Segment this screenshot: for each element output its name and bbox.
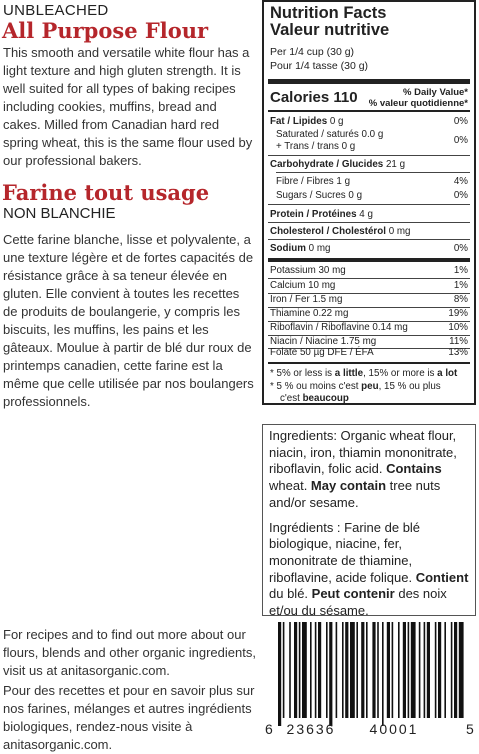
nutrient-row-sodium bbox=[270, 243, 468, 255]
barcode-group-2: 40001 bbox=[369, 721, 419, 737]
footnote-fr-text: , 15 % ou plus bbox=[378, 381, 441, 392]
thick-divider bbox=[268, 79, 470, 84]
carb-label: Carbohydrate / Glucides bbox=[270, 159, 384, 170]
description-en: This smooth and versatile white flour has a light texture and high gluten strength. It is well suited for all types of baking recipes including cookies, muffins, bread and cakes. Milled from Canadian hard red spring wheat, this is the same flour used by our professional bakers. bbox=[3, 45, 253, 168]
sodium-amount: 0 mg bbox=[308, 243, 331, 254]
micro-label: Iron / Fer 1.5 mg bbox=[270, 294, 343, 305]
barcode-bar bbox=[283, 622, 285, 718]
allergen-contains-fr: Contient bbox=[415, 569, 469, 585]
allergen-may-contain-en: May contain bbox=[310, 478, 387, 494]
micro-pct: 13% bbox=[448, 347, 468, 358]
barcode-bar bbox=[419, 622, 421, 718]
trans-label: + Trans / trans 0 g bbox=[276, 141, 356, 152]
fat-amount: 0 g bbox=[329, 116, 344, 127]
barcode-bar bbox=[411, 622, 416, 718]
micro-row bbox=[270, 347, 468, 359]
allergen-contains-en: Contains bbox=[386, 461, 442, 477]
footnote-en-bold: a lot bbox=[437, 368, 458, 379]
divider bbox=[268, 155, 470, 156]
micro-pct: 8% bbox=[453, 294, 468, 305]
micro-label: Potassium 30 mg bbox=[270, 265, 346, 276]
micro-pct: 10% bbox=[448, 322, 468, 333]
carb-amount: 21 g bbox=[385, 159, 406, 170]
barcode-bar bbox=[403, 622, 406, 718]
description-fr: Cette farine blanche, lisse et polyvalente, a une texture légère et de fortes capacités de résistance grâce à sa teneur élevée en gluten. Elle convient à toutes les recettes de produits de boulangerie, y compris les biscuits, les muffins, les pains et les gâteaux. Moulue à partir de blé dur roux de printemps canadien, cette farine est la même que celle utilisée par nos boulangers professionnels. bbox=[3, 232, 254, 409]
barcode-digit-left: 6 bbox=[265, 721, 273, 737]
ingredients-fr bbox=[269, 520, 469, 620]
ingredients-en-text: Organic wheat flour, niacin, iron, thiamin mononitrate, riboflavin, folic acid. bbox=[269, 428, 457, 477]
micro-row bbox=[270, 322, 468, 334]
nutrient-row-saturated bbox=[276, 129, 468, 153]
micro-label: Calcium 10 mg bbox=[270, 280, 336, 291]
micro-row bbox=[270, 294, 468, 306]
barcode-bar bbox=[361, 622, 364, 718]
nutrient-row-cholesterol bbox=[270, 226, 468, 238]
serving-size bbox=[270, 45, 368, 73]
fat-pct: 0% bbox=[453, 116, 468, 127]
footnote-en-bold: a little bbox=[334, 368, 364, 379]
footnote-en bbox=[270, 368, 468, 380]
nutrient-row-fat bbox=[270, 116, 468, 128]
serving-size-fr: Pour 1/4 tasse (30 g) bbox=[270, 60, 369, 72]
product-title-en: All Purpose Flour bbox=[2, 18, 209, 43]
barcode-bar bbox=[345, 622, 348, 718]
barcode-bar bbox=[342, 622, 344, 718]
nutrition-facts-panel bbox=[262, 0, 476, 405]
divider bbox=[268, 110, 470, 112]
protein-label: Protein / Protéines bbox=[270, 209, 357, 220]
sugars-pct: 0% bbox=[453, 190, 468, 201]
barcode-bar bbox=[350, 622, 355, 718]
divider bbox=[268, 278, 470, 279]
micro-pct: 1% bbox=[453, 265, 468, 276]
nutrition-title-fr: Valeur nutritive bbox=[270, 21, 390, 39]
barcode-bar bbox=[427, 622, 430, 718]
micro-pct: 1% bbox=[453, 280, 468, 291]
serving-size-en: Per 1/4 cup (30 g) bbox=[270, 46, 355, 58]
micro-row bbox=[270, 280, 468, 292]
divider bbox=[268, 362, 470, 364]
barcode-bar bbox=[318, 622, 321, 718]
barcode-bar bbox=[302, 622, 307, 718]
allergen-may-text-fr: des noix et/ou du sésame. bbox=[269, 586, 447, 619]
barcode-bar bbox=[438, 622, 441, 718]
footnote-fr-text: * 5 % ou moins c'est bbox=[270, 381, 362, 392]
thick-divider bbox=[268, 258, 470, 262]
daily-value-en: % Daily Value* bbox=[403, 87, 468, 98]
barcode-bar bbox=[392, 622, 394, 718]
barcode-bar bbox=[329, 622, 332, 726]
footnote-fr-bold: peu bbox=[361, 381, 379, 392]
barcode-bar bbox=[424, 622, 426, 718]
divider bbox=[268, 204, 470, 205]
daily-value-header bbox=[369, 87, 468, 109]
product-kicker-fr: NON BLANCHIE bbox=[3, 205, 116, 222]
barcode-bar bbox=[310, 622, 312, 718]
nutrition-title-en: Nutrition Facts bbox=[270, 4, 387, 22]
micro-label: Thiamine 0.22 mg bbox=[270, 308, 349, 319]
footnote-fr-bold: beaucoup bbox=[302, 393, 349, 404]
cholesterol-amount: 0 mg bbox=[388, 226, 411, 237]
saturated-label: Saturated / saturés 0.0 g bbox=[276, 129, 384, 140]
barcode-digit-right: 5 bbox=[466, 721, 474, 737]
sugars-label: Sugars / Sucres 0 g bbox=[276, 190, 363, 201]
upc-barcode bbox=[262, 622, 478, 741]
daily-value-fr: % valeur quotidienne* bbox=[368, 98, 468, 109]
micro-label: Folate 50 µg DFE / ÉFA bbox=[270, 347, 374, 358]
micro-row bbox=[270, 265, 468, 277]
product-kicker-en: UNBLEACHED bbox=[3, 2, 109, 19]
barcode-bar bbox=[294, 622, 297, 718]
footnote-fr bbox=[270, 381, 468, 405]
micro-label: Niacin / Niacine 1.75 mg bbox=[270, 336, 377, 347]
ingredients-fr-text: Farine de blé biologique, niacine, fer, mononitrate de thiamine, riboflavine, acide folique. bbox=[269, 519, 421, 585]
barcode-bar bbox=[387, 622, 390, 718]
barcode-bar bbox=[435, 622, 437, 718]
protein-amount: 4 g bbox=[359, 209, 373, 220]
micro-label: Riboflavin / Riboflavine 0.14 mg bbox=[270, 322, 408, 333]
nutrient-row-fibre bbox=[276, 176, 468, 188]
allergen-text-en: wheat. bbox=[269, 478, 311, 494]
barcode-bar bbox=[299, 622, 301, 718]
barcode-bar bbox=[444, 622, 446, 718]
barcode-bar bbox=[366, 622, 368, 718]
barcode-bar bbox=[382, 622, 384, 726]
footnote-en-text: , 15% or more is bbox=[363, 368, 438, 379]
nutrient-row-carbohydrate bbox=[270, 159, 468, 171]
micro-row bbox=[270, 308, 468, 320]
barcode-group-1: 23636 bbox=[286, 721, 336, 737]
fat-label: Fat / Lipides bbox=[270, 116, 328, 127]
allergen-text-fr: du blé. bbox=[269, 586, 312, 602]
barcode-bar bbox=[408, 622, 410, 718]
barcode-bars bbox=[278, 622, 464, 726]
barcode-bar bbox=[315, 622, 317, 718]
barcode-bar bbox=[377, 622, 379, 718]
barcode-bar bbox=[459, 622, 464, 718]
nutrient-row-protein bbox=[270, 209, 468, 221]
barcode-bar bbox=[356, 622, 358, 718]
footer-text-fr: Pour des recettes et pour en savoir plus sur nos farines, mélanges et autres ingrédients biologiques, rendez-nous visite à anitasorganic.com. bbox=[3, 683, 255, 752]
ingredients-panel bbox=[262, 424, 476, 619]
ingredients-en-label: Ingredients: bbox=[269, 428, 337, 443]
sodium-pct: 0% bbox=[453, 243, 468, 254]
footnote-en-text: * 5% or less is bbox=[270, 368, 335, 379]
cholesterol-label: Cholesterol / Cholestérol bbox=[270, 226, 386, 237]
barcode-bar bbox=[336, 622, 338, 718]
allergen-may-contain-fr: Peut contenir bbox=[311, 586, 395, 602]
nutrient-row-sugars bbox=[276, 190, 468, 202]
micro-pct: 19% bbox=[448, 308, 468, 319]
sodium-label: Sodium bbox=[270, 243, 306, 254]
divider bbox=[268, 222, 470, 223]
footer-text-en: For recipes and to find out more about our flours, blends and other organic ingredients, visit us at anitasorganic.com. bbox=[3, 627, 256, 678]
barcode-bar bbox=[326, 622, 328, 718]
nutrition-title bbox=[270, 5, 389, 39]
barcode-bar bbox=[372, 622, 375, 718]
product-title-fr: Farine tout usage bbox=[2, 180, 210, 205]
barcode-bar bbox=[454, 622, 457, 718]
ingredients-en bbox=[269, 428, 469, 512]
barcode-bar bbox=[289, 622, 291, 718]
divider bbox=[276, 172, 470, 173]
calories: Calories 110 bbox=[270, 89, 358, 106]
micro-pct: 11% bbox=[449, 336, 468, 347]
fibre-label: Fibre / Fibres 1 g bbox=[276, 176, 351, 187]
fibre-pct: 4% bbox=[453, 176, 468, 187]
footnote-fr-text: c'est bbox=[280, 393, 303, 404]
barcode-bar bbox=[278, 622, 281, 726]
allergen-may-text-en: tree nuts and/or sesame. bbox=[269, 478, 441, 510]
saturated-pct: 0% bbox=[453, 135, 468, 146]
barcode-bar bbox=[451, 622, 453, 718]
divider bbox=[268, 239, 470, 240]
barcode-bar bbox=[398, 622, 400, 718]
ingredients-fr-label: Ingrédients : bbox=[269, 519, 341, 535]
